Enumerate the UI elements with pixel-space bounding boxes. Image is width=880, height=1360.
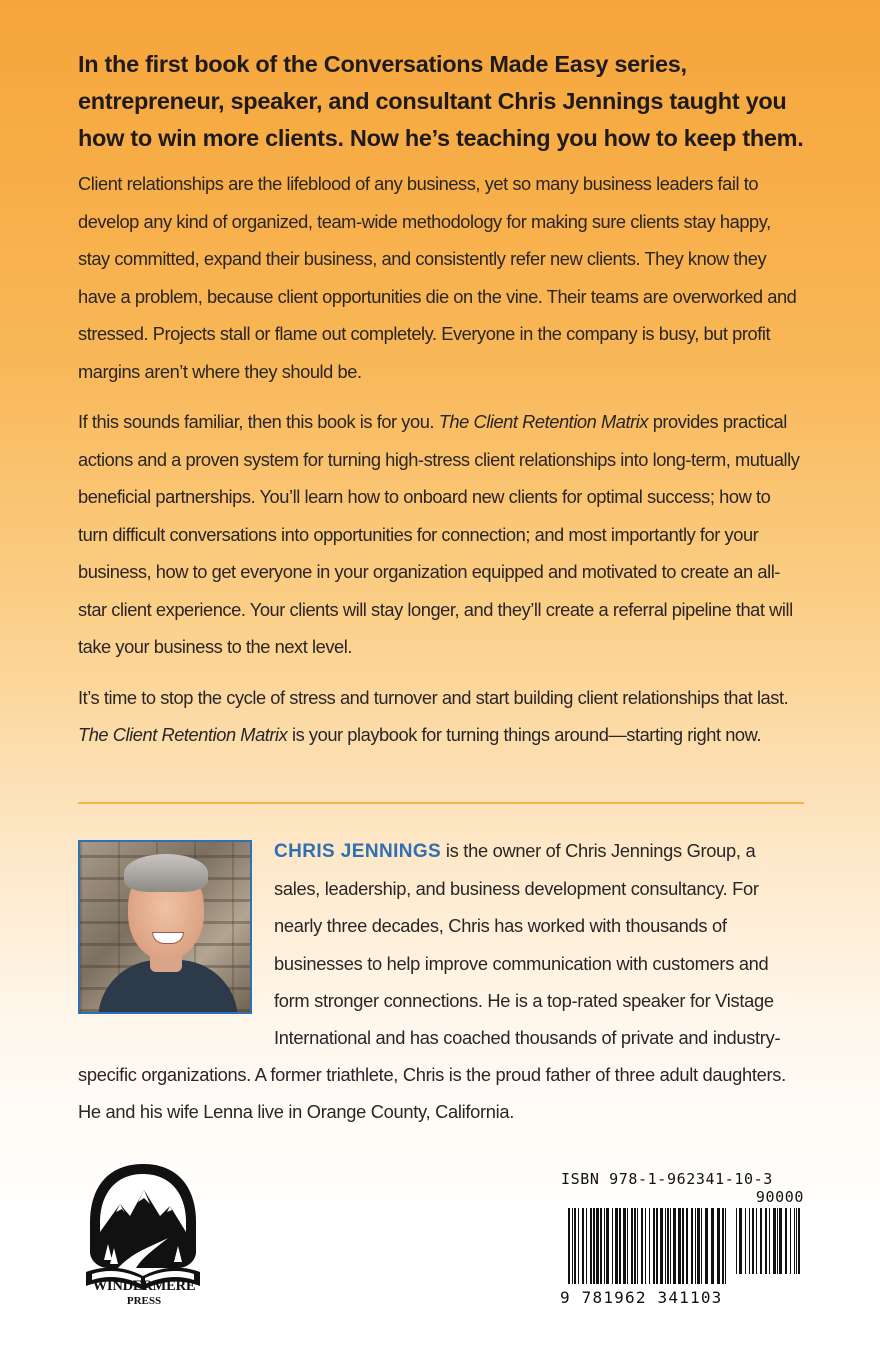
- barcode-bar: [682, 1208, 684, 1284]
- barcode-bar: [627, 1208, 628, 1284]
- barcode-bar: [691, 1208, 693, 1284]
- barcode-bar: [665, 1208, 666, 1284]
- barcode-bar: [568, 1208, 570, 1284]
- barcode-addon-bar: [796, 1208, 797, 1274]
- para2-after: provides practical actions and a proven system for turning high-stress client relationships into long-term, mutually beneficial partnerships. You’ll learn how to onboard new clients for optimal success; how to turn difficult conversations into opportunities for connection; and most importantly for your business, how to get everyone in your organization equipped and motivated to create an all-star client experience. Your clients will stay longer, and they’ll create a referral pipeline that will take your business to the next level.: [78, 411, 800, 657]
- para3-before: It’s time to stop the cycle of stress and turnover and start building client relationships that last.: [78, 686, 789, 708]
- barcode-bar: [686, 1208, 688, 1284]
- barcode-bar: [612, 1208, 613, 1284]
- barcode-bar: [615, 1208, 618, 1284]
- barcode-addon-bar: [779, 1208, 782, 1274]
- barcode-addon-bar: [756, 1208, 757, 1274]
- para2-before: If this sounds familiar, then this book is for you.: [78, 411, 439, 432]
- barcode-addon-bar: [785, 1208, 787, 1274]
- section-divider: [78, 802, 804, 804]
- barcode-addon-bar: [736, 1208, 737, 1274]
- barcode-addon-bar: [749, 1208, 750, 1274]
- lead-paragraph: In the first book of the Conversations Made Easy series, entrepreneur, speaker, and consultant Chris Jennings taught you how to win more clients. Now he’s teaching you how to keep them.: [78, 51, 804, 151]
- publisher-sub: PRESS: [126, 1295, 162, 1307]
- barcode-bar: [711, 1208, 714, 1284]
- barcode-bar: [697, 1208, 700, 1284]
- barcode-bar: [656, 1208, 658, 1284]
- back-cover-copy: [78, 46, 804, 767]
- barcode-bar: [631, 1208, 633, 1284]
- barcode-bar: [667, 1208, 669, 1284]
- barcode-bar: [623, 1208, 626, 1284]
- book-title: The Client Retention Matrix: [438, 411, 649, 432]
- barcode-bar: [641, 1208, 643, 1284]
- barcode-bar: [572, 1208, 573, 1284]
- barcode-bar: [637, 1208, 638, 1284]
- barcode-addon-bar: [769, 1208, 770, 1274]
- barcode-bar: [705, 1208, 708, 1284]
- barcode-addon-bar: [773, 1208, 776, 1274]
- barcode-bar: [582, 1208, 584, 1284]
- author-bio: [78, 832, 804, 1131]
- barcode-bar: [578, 1208, 579, 1284]
- publisher-name: WINDERMERE: [92, 1278, 196, 1294]
- barcode-bar: [725, 1208, 726, 1284]
- author-name: CHRIS JENNINGS: [274, 841, 442, 862]
- barcode-bar: [596, 1208, 599, 1284]
- barcode-bar: [586, 1208, 587, 1284]
- barcode-addon-bar: [798, 1208, 800, 1274]
- barcode-bar: [701, 1208, 702, 1284]
- barcode-addon-bar: [745, 1208, 746, 1274]
- barcode-bar: [590, 1208, 592, 1284]
- description-paragraph-2: [78, 403, 804, 666]
- barcode-addon-bar: [777, 1208, 778, 1274]
- barcode-bar: [634, 1208, 636, 1284]
- barcode-bar: [722, 1208, 724, 1284]
- barcode-bar: [593, 1208, 595, 1284]
- barcode-addon-bar: [760, 1208, 762, 1274]
- description-paragraph-3: [78, 679, 804, 754]
- barcode-bars: [558, 1208, 804, 1288]
- barcode-addon-bar: [752, 1208, 754, 1274]
- barcode-bar: [574, 1208, 576, 1284]
- barcode-bar: [645, 1208, 646, 1284]
- barcode-bar: [619, 1208, 621, 1284]
- author-bio-text: is the owner of Chris Jennings Group, a sales, leadership, and business development consultancy. For nearly three decades, Chris has worked with thousands of businesses to help improve communication with customers and form stronger connections. He is a top-rated speaker for Vistage International and has coached thousands of private and industry-specific organizations. A former triathlete, Chris is the proud father of three adult daughters. He and his wife Lenna live in Orange County, California.: [78, 840, 786, 1123]
- barcode-bar: [673, 1208, 676, 1284]
- book-title: The Client Retention Matrix: [78, 724, 288, 745]
- barcode-bar: [649, 1208, 650, 1284]
- para3-after: is your playbook for turning things around—starting right now.: [287, 724, 762, 745]
- isbn-label: ISBN 978-1-962341-10-3: [561, 1170, 773, 1188]
- barcode-bar: [600, 1208, 602, 1284]
- barcode-bar: [717, 1208, 720, 1284]
- barcode-bar: [695, 1208, 696, 1284]
- barcode-bar: [678, 1208, 681, 1284]
- barcode-bar: [670, 1208, 671, 1284]
- isbn-barcode: [558, 1164, 804, 1314]
- barcode-addon-bar: [765, 1208, 767, 1274]
- barcode-bar: [604, 1208, 605, 1284]
- price-code: 90000: [755, 1188, 804, 1206]
- barcode-bar: [606, 1208, 609, 1284]
- barcode-addon-bar: [739, 1208, 742, 1274]
- barcode-bar: [653, 1208, 655, 1284]
- ean-digits: 9 781962 341103: [560, 1288, 723, 1307]
- barcode-bar: [660, 1208, 663, 1284]
- barcode-addon-bar: [790, 1208, 791, 1274]
- description-paragraph-1: Client relationships are the lifeblood of any business, yet so many business leaders fail to develop any kind of organized, team-wide methodology for making sure clients stay happy, stay committed, expand their business, and consistently refer new clients. They know they have a problem, because client opportunities die on the vine. Their teams are overworked and stressed. Projects stall or flame out completely. Everyone in the company is busy, but profit margins aren’t where they should be.: [78, 173, 797, 382]
- author-photo: [78, 840, 252, 1014]
- barcode-addon-bar: [794, 1208, 795, 1274]
